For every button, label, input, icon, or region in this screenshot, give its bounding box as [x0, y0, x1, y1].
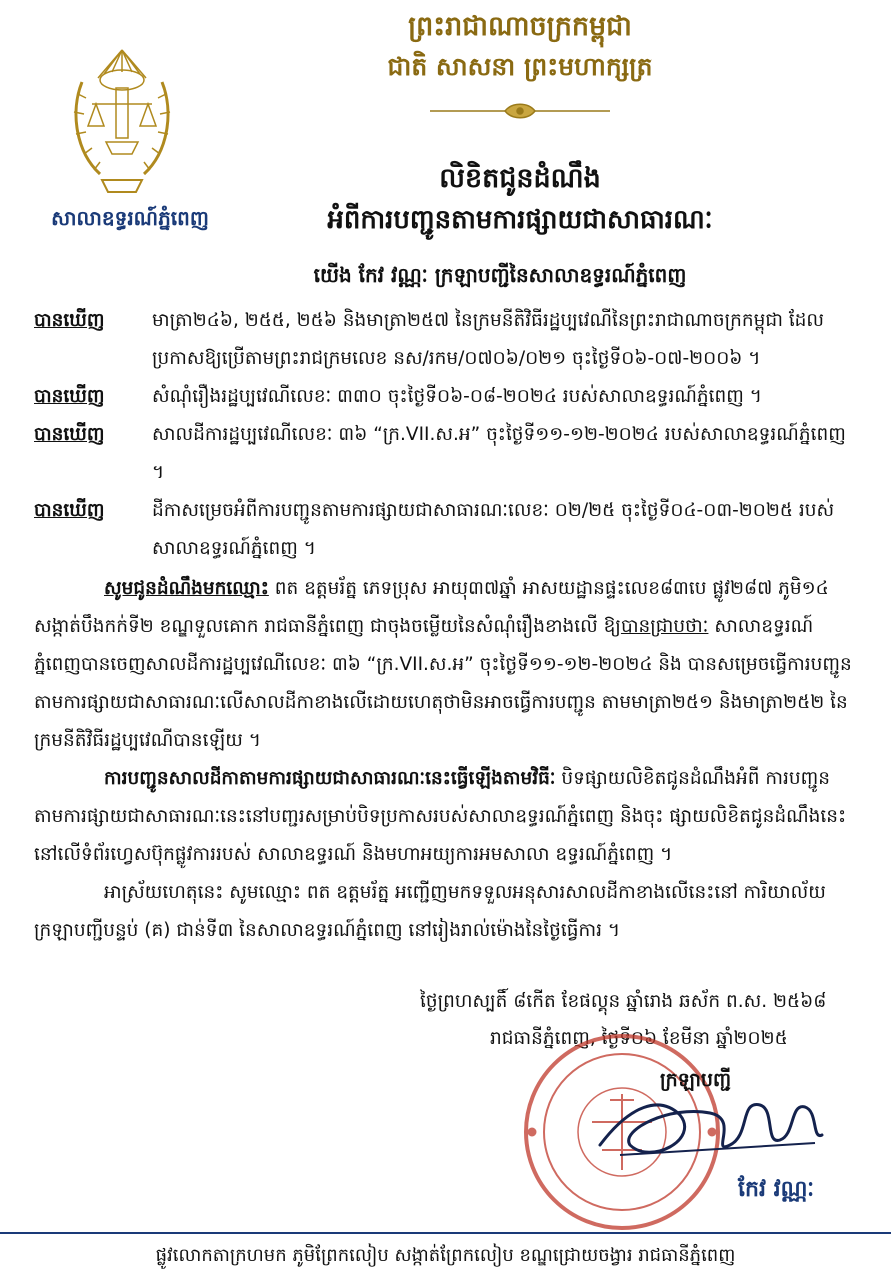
seen-label: បានឃើញ [34, 500, 105, 521]
notice-lead: សូមជូនដំណឹងមកឈ្មោះ [104, 578, 269, 599]
handwritten-signature-icon [590, 1085, 830, 1175]
signer-name: កែវ វណ្ណៈ [738, 1177, 815, 1202]
notice-known: បានជ្រាបថាៈ [620, 616, 709, 637]
method-text: បិទផ្សាយលិខិតជូនដំណឹងអំពី ការបញ្ជូនតាមការផ្សាយជាសាធារណៈនេះនៅបញ្ជរសម្រាប់បិទប្រកាសរបស់សាលាឧទ្ធរណ៍ភ្នំពេញ និងចុះ ផ្សាយលិខិតជូនដំណឹងនេះនៅលើទំព័រហ្វេសប៊ុកផ្លូវការរបស់ សាលាឧទ្ធរណ៍ និងមហាអយ្យការអមសាលា ឧទ្ធរណ៍ភ្នំពេញ ។ [34, 768, 847, 865]
seen-text: សំណុំរឿងរដ្ឋប្បវេណីលេខៈ ៣៣០ ចុះថ្ងៃទី០៦-០៨-២០២៤ របស់សាលាឧទ្ធរណ៍ភ្នំពេញ ។ [152, 386, 762, 407]
seen-label: បានឃើញ [34, 424, 105, 445]
method-paragraph [34, 760, 856, 874]
solar-date: រាជធានីភ្នំពេញ, ថ្ងៃទី០៦ ខែមីនា ឆ្នាំ២០២៥ [490, 1028, 788, 1049]
footer-address: ផ្លូវលោកតាក្រហមក ភូមិព្រែកលៀប សង្កាត់ព្រែកលៀប ខណ្ឌជ្រោយចង្វារ រាជធានីភ្នំពេញ [155, 1245, 736, 1266]
lunar-date: ថ្ងៃព្រហស្បតិ៍ ៨កើត ខែផល្គុន ឆ្នាំរោង ឆស័ក ព.ស. ២៥៦៨ [420, 991, 827, 1012]
seen-item [34, 378, 856, 416]
national-motto: ជាតិ សាសនា ព្រះមហាក្សត្រ [387, 52, 653, 81]
seen-label: បានឃើញ [34, 386, 105, 407]
document-subtitle: អំពីការបញ្ជូនតាមការផ្សាយជាសាធារណៈ [327, 205, 713, 235]
footer-divider [0, 1232, 891, 1234]
seen-text: សាលដីការដ្ឋប្បវេណីលេខៈ ៣៦ “ក្រ.VII.ស.អ” ចុះថ្ងៃទី១១-១២-២០២៤ របស់សាលាឧទ្ធរណ៍ភ្នំពេញ ។ [152, 424, 846, 483]
seen-text: មាត្រា២៤៦, ២៥៥, ២៥៦ និងមាត្រា២៥៧ នៃក្រមនីតិវិធីរដ្ឋប្បវេណីនៃព្រះរាជាណាចក្រកម្ពុជា ដែលប្រកាសឱ្យប្រើតាមព្រះរាជក្រមលេខ នស/រកម/០៧០៦/០២១ ចុះថ្ងៃទី០៦-០៧-២០០៦ ។ [152, 310, 825, 369]
seen-item [34, 416, 856, 492]
seen-label: បានឃើញ [34, 310, 105, 331]
notice-paragraph [34, 570, 856, 760]
seen-item [34, 302, 856, 378]
signer-title: ក្រឡាបញ្ជី [660, 1069, 732, 1091]
document-title: លិខិតជូនដំណឹង [439, 163, 601, 194]
court-emblem-icon [62, 42, 182, 200]
closing-paragraph: អាស្រ័យហេតុនេះ សូមឈ្មោះ ពត ឧត្តមរ័ត្ន អញ្ជើញមកទទួលអនុសារសាលដីកាខាងលើនេះនៅ ការិយាល័យក្រឡាបញ្ជីបន្ទប់ (គ) ជាន់ទី៣ នៃសាលាឧទ្ធរណ៍ភ្នំពេញ នៅរៀងរាល់ម៉ោងនៃថ្ងៃធ្វើការ ។ [34, 882, 826, 941]
seen-item [34, 492, 856, 568]
kingdom-heading: ព្រះរាជាណាចក្រកម្ពុជា [408, 11, 632, 42]
notice-rest: សាលាឧទ្ធរណ៍ភ្នំពេញបានចេញសាលដីការដ្ឋប្បវេណីលេខៈ ៣៦ “ក្រ.VII.ស.អ” ចុះថ្ងៃទី១១-១២-២០២៤ និង បានសម្រេចធ្វើការបញ្ជូនតាមការផ្សាយជាសាធារណៈលើសាលដីកាខាងលើដោយហេតុថាមិនអាចធ្វើការបញ្ជូន តាមមាត្រា២៥១ និងមាត្រា២៥២ នៃក្រមនីតិវិធីរដ្ឋប្បវេណីបានឡើយ ។ [34, 616, 852, 751]
seen-text: ដីកាសម្រេចអំពីការបញ្ជូនតាមការផ្សាយជាសាធារណៈលេខៈ ០២/២៥ ចុះថ្ងៃទី០៤-០៣-២០២៥ របស់សាលាឧទ្ធរណ៍ភ្នំពេញ ។ [152, 500, 835, 559]
court-name: សាលាឧទ្ធរណ៍ភ្នំពេញ [51, 206, 209, 230]
document-body [34, 302, 856, 950]
notice-text: ពត ឧត្តមរ័ត្ន ភេទប្រុស អាយុ៣៧ឆ្នាំ អាសយដ្ឋានផ្ទះលេខ៨៣បេ ផ្លូវ២៨៧ ភូមិ១៤ សង្កាត់បឹងកក់ទី២ ខណ្ឌទួលគោក រាជធានីភ្នំពេញ ជាចុងចម្លើយនៃសំណុំរឿងខាងលើ ឱ្យ [34, 578, 829, 637]
ornament-divider-icon [420, 100, 620, 122]
issuer-line: យើង កែវ វណ្ណៈ ក្រឡាបញ្ជីនៃសាលាឧទ្ធរណ៍ភ្នំពេញ [313, 263, 687, 287]
method-lead: ការបញ្ជូនសាលដីកាតាមការផ្សាយជាសាធារណៈនេះធ្វើឡើងតាមវិធីៈ [104, 768, 556, 789]
